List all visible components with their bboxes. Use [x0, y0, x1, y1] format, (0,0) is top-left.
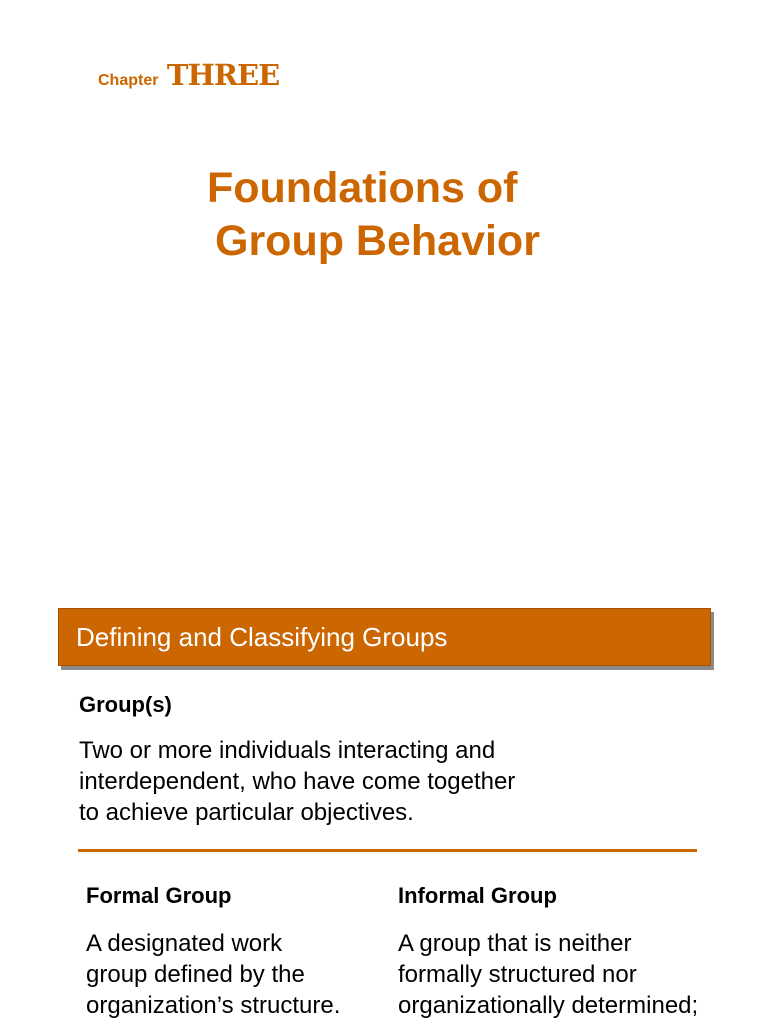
title-line-1: Foundations of — [207, 164, 518, 212]
section-banner — [58, 608, 711, 666]
section-divider — [78, 849, 697, 852]
definition-line: formally structured nor — [398, 961, 637, 988]
formal-group-definition — [86, 928, 340, 1021]
definition-line: Two or more individuals interacting and — [79, 737, 496, 764]
definition-line: A designated work — [86, 930, 283, 957]
chapter-word: Chapter — [98, 72, 159, 89]
term-heading: Group(s) — [79, 692, 172, 717]
informal-group-definition — [398, 928, 698, 1021]
formal-group-heading: Formal Group — [86, 883, 232, 908]
definition-line: organizationally determined; — [398, 992, 699, 1019]
informal-group-heading: Informal Group — [398, 883, 557, 908]
definition-line: organization’s structure. — [86, 992, 341, 1019]
definition-line: interdependent, who have come together — [79, 768, 516, 795]
title-line-2: Group Behavior — [215, 217, 540, 265]
chapter-number: THREE — [166, 58, 280, 92]
definition-line: A group that is neither — [398, 930, 632, 957]
chapter-label — [98, 58, 279, 92]
definition-line: group defined by the — [86, 961, 305, 988]
section-heading: Defining and Classifying Groups — [76, 622, 448, 652]
definition-line: to achieve particular objectives. — [79, 799, 414, 826]
term-definition — [79, 735, 599, 828]
page-title — [207, 162, 540, 268]
